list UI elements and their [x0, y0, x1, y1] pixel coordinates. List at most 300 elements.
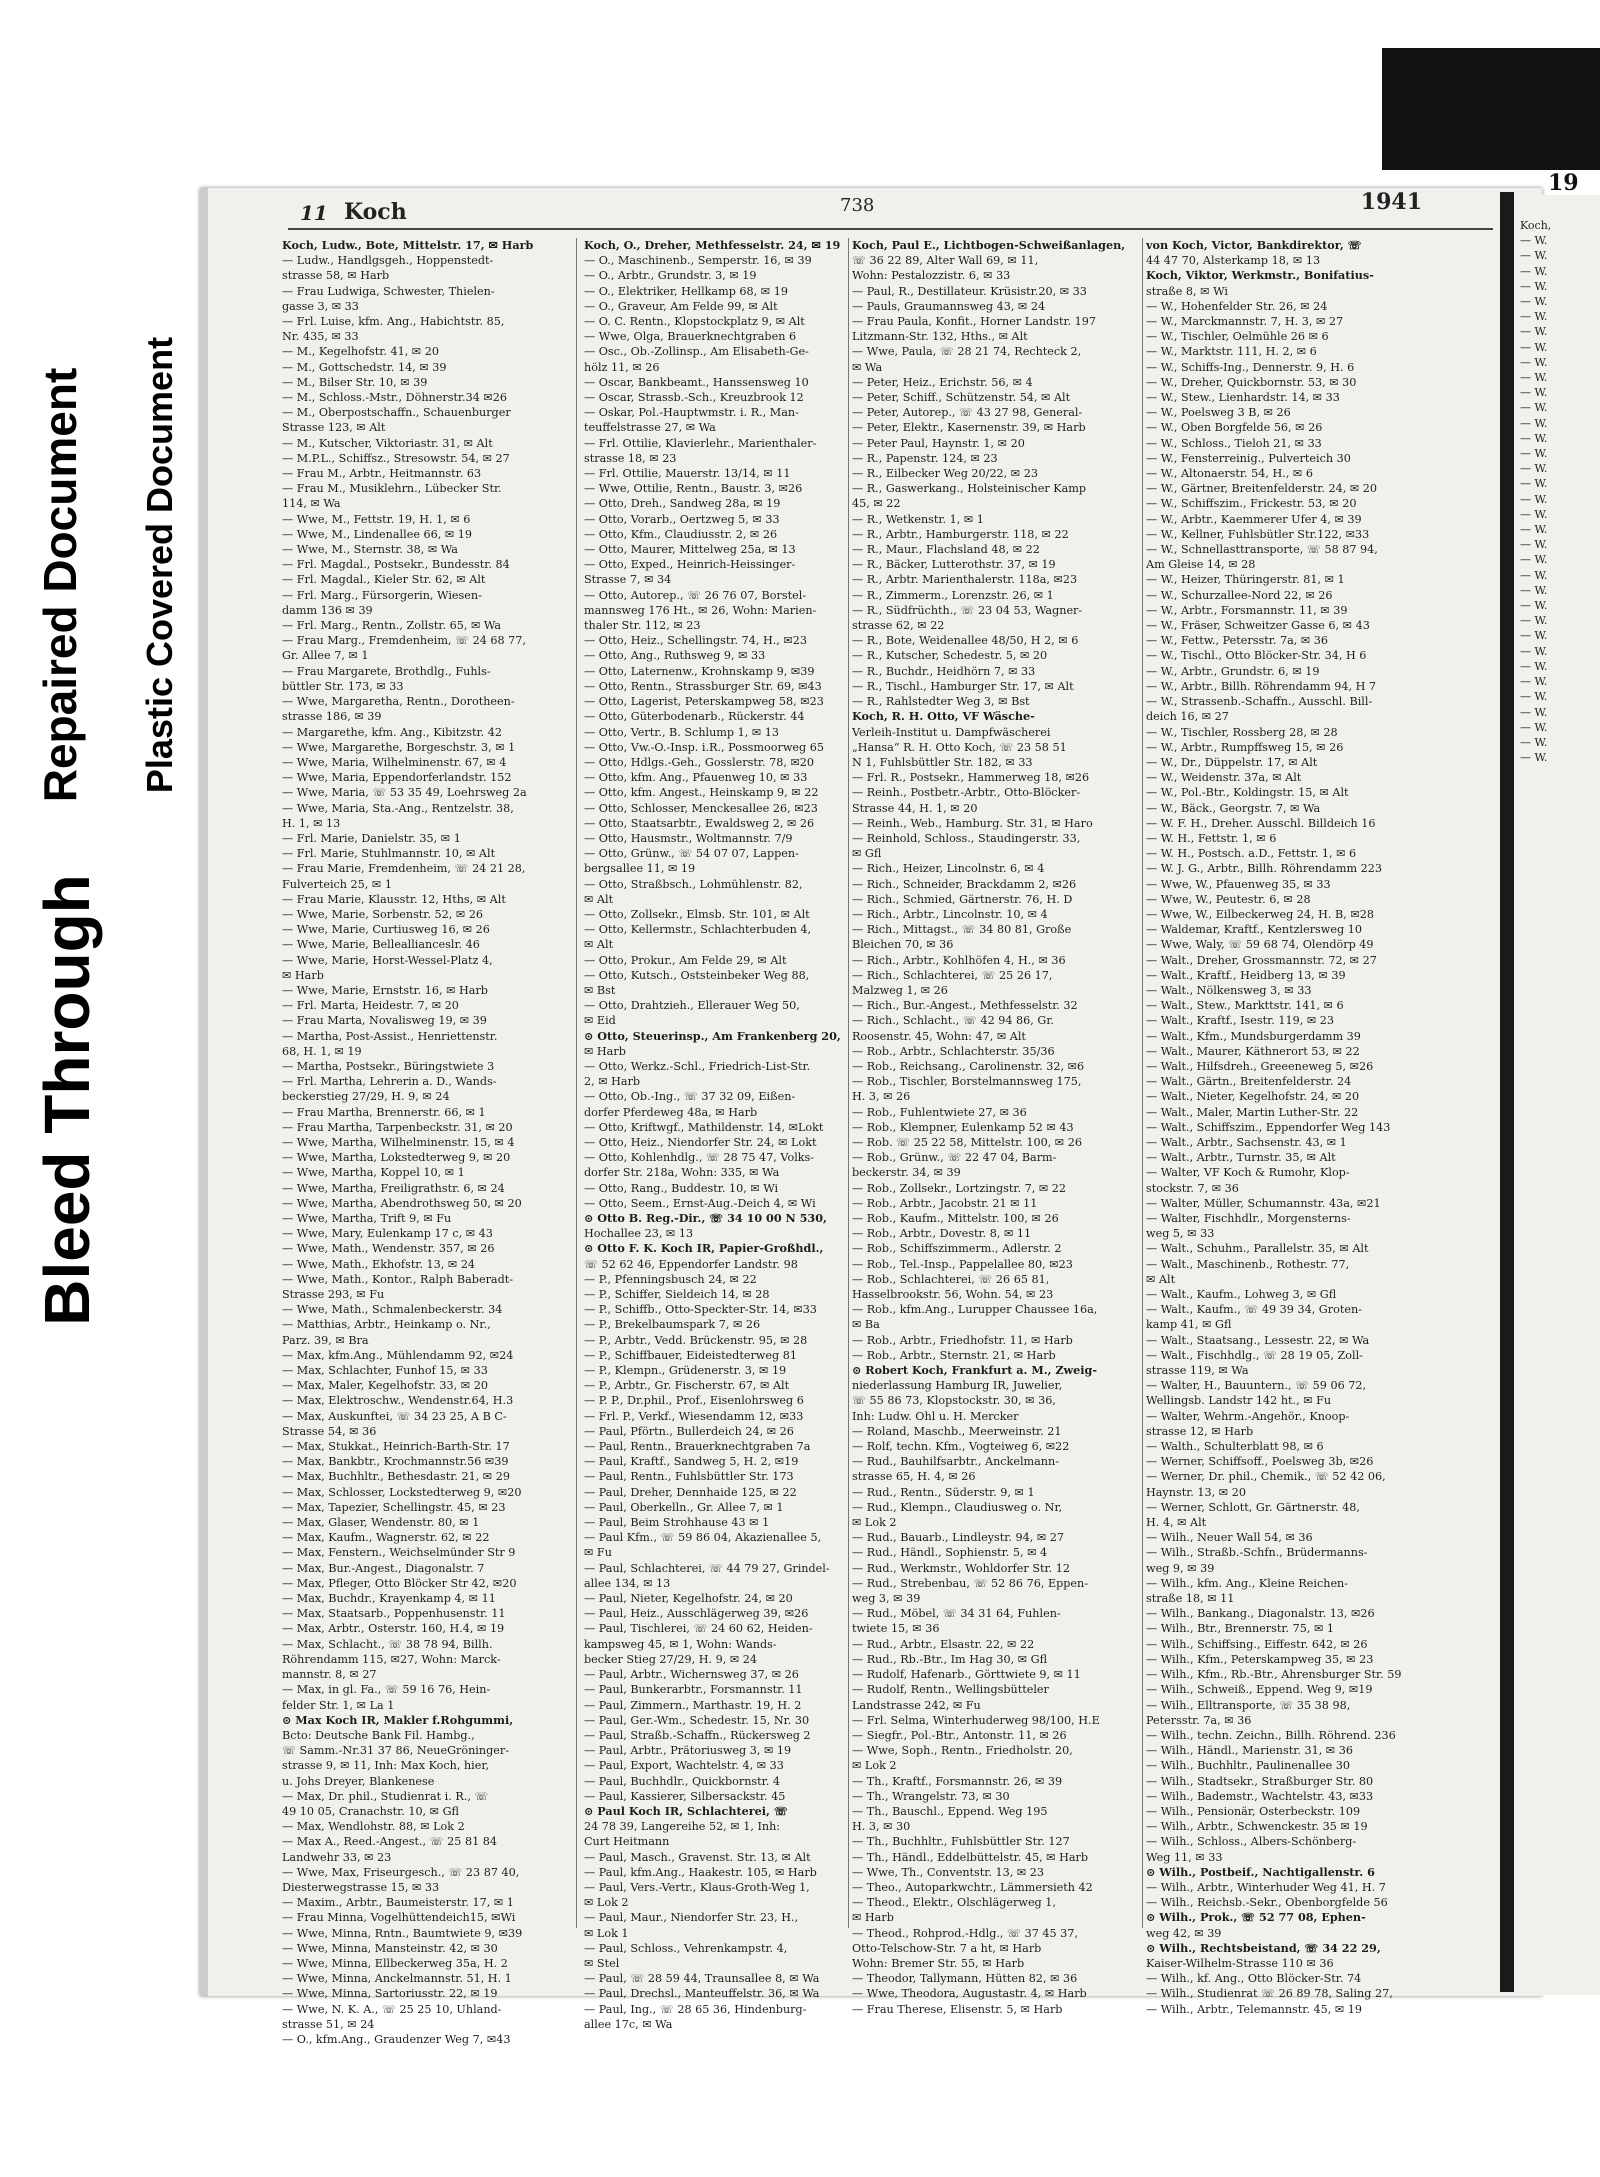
- directory-entry-line: — Paul, Kraftf., Sandweg 5, H. 2, ✉19: [584, 1455, 799, 1469]
- directory-entry-line: — Werner, Schiffsoff., Poelsweg 3b, ✉26: [1146, 1455, 1374, 1469]
- directory-entry-line: — P., Klempn., Grüdenerstr. 3, ✉ 19: [584, 1364, 787, 1378]
- directory-entry-line: kamp 41, ✉ Gfl: [1146, 1318, 1232, 1332]
- directory-entry-line: 68, H. 1, ✉ 19: [282, 1044, 362, 1058]
- directory-entry-line: — Paul, Bunkerarbtr., Forsmannstr. 11: [584, 1683, 803, 1697]
- directory-entry-line: — Max, Staatsarb., Poppenhusenstr. 11: [282, 1607, 506, 1621]
- directory-entry-line: — Rob., Arbtr., Sternstr. 21, ✉ Harb: [852, 1348, 1056, 1362]
- directory-entry-line: — Max, kfm.Ang., Mühlendamm 92, ✉24: [282, 1348, 514, 1362]
- directory-entry-line: — M., Oberpostschaffn., Schauenburger: [282, 406, 511, 420]
- directory-entry-line: Koch, Paul E., Lichtbogen-Schweißanlagen,: [852, 238, 1126, 252]
- directory-entry-line: — Otto, Zollsekr., Elmsb. Str. 101, ✉ Alt: [584, 907, 810, 921]
- directory-entry-line: — Wilh., Pensionär, Osterbeckstr. 109: [1146, 1804, 1361, 1818]
- directory-entry-line: strasse 12, ✉ Harb: [1146, 1424, 1254, 1438]
- directory-entry-line: — Frl. Ottilie, Klavierlehr., Marienthaler-: [584, 436, 817, 450]
- directory-entry-line: — W., Schiffszim., Frickestr. 53, ✉ 20: [1146, 497, 1357, 511]
- directory-entry-line: Litzmann-Str. 132, Hths., ✉ Alt: [852, 330, 1028, 344]
- directory-entry-line: — Osc., Ob.-Zollinsp., Am Elisabeth-Ge-: [584, 345, 809, 359]
- directory-entry-line: kampsweg 45, ✉ 1, Wohn: Wands-: [584, 1637, 777, 1651]
- directory-entry-line: ⊙ Otto F. K. Koch IR, Papier-Großhdl.,: [584, 1241, 824, 1256]
- directory-entry-line: ⊙ Paul Koch IR, Schlachterei, ☏: [584, 1803, 788, 1818]
- directory-entry-line: — Paul, Export, Wachtelstr. 4, ✉ 33: [584, 1759, 784, 1773]
- directory-entry-line: — Frau Ludwiga, Schwester, Thielen-: [282, 284, 495, 298]
- directory-entry-line: — Wwe, Marie, Belleallianceslr. 46: [282, 938, 480, 952]
- directory-entry-line: — Rud., Händl., Sophienstr. 5, ✉ 4: [852, 1546, 1048, 1560]
- next-page-line: — W.: [1520, 447, 1548, 461]
- directory-entry-line: H. 3, ✉ 26: [852, 1090, 911, 1104]
- directory-column-4: [1146, 238, 1451, 2017]
- directory-entry-line: ✉ Alt: [1146, 1272, 1176, 1286]
- directory-entry-line: — Frau Martha, Brennerstr. 66, ✉ 1: [282, 1105, 486, 1119]
- directory-entry-line: — Otto, Lagerist, Peterskampweg 58, ✉23: [584, 695, 824, 709]
- directory-entry-line: — P. P., Dr.phil., Prof., Eisenlohrsweg 6: [584, 1394, 804, 1408]
- directory-entry-line: — Wwe, N. K. A., ☏ 25 25 10, Uhland-: [282, 2002, 502, 2016]
- directory-entry-line: — P., Arbtr., Vedd. Brückenstr. 95, ✉ 28: [584, 1333, 808, 1347]
- directory-entry-line: — Martha, Postsekr., Büringstwiete 3: [282, 1059, 495, 1073]
- directory-entry-line: — W. J. G., Arbtr., Billh. Röhrendamm 223: [1146, 862, 1382, 876]
- directory-entry-line: — Rob., Arbtr., Jacobstr. 21 ✉ 11: [852, 1196, 1038, 1210]
- directory-entry-line: — Max, Maler, Kegelhofstr. 33, ✉ 20: [282, 1379, 488, 1393]
- directory-entry-line: ⊙ Otto B. Reg.-Dir., ☏ 34 10 00 N 530,: [584, 1211, 827, 1225]
- directory-entry-line: — Otto, Grünw., ☏ 54 07 07, Lappen-: [584, 847, 799, 861]
- directory-entry-line: — Rich., Mittagst., ☏ 34 80 81, Große: [852, 923, 1072, 937]
- directory-entry-line: — Rob., Fuhlentwiete 27, ✉ 36: [852, 1105, 1027, 1119]
- directory-entry-line: — Wilh., Kfm., Rb.-Btr., Ahrensburger Str. 59: [1146, 1668, 1402, 1682]
- next-page-line: — W.: [1520, 644, 1548, 658]
- directory-entry-line: — R., Gaswerkang., Holsteinischer Kamp: [852, 482, 1087, 496]
- directory-entry-line: Inh: Ludw. Ohl u. H. Mercker: [852, 1409, 1019, 1423]
- directory-entry-line: — Paul, Heiz., Ausschlägerweg 39, ✉26: [584, 1607, 809, 1621]
- directory-entry-line: — Frau Marie, Fremdenheim, ☏ 24 21 28,: [282, 862, 526, 876]
- next-page-text: [1520, 218, 1600, 765]
- directory-entry-line: — Paul, Zimmern., Marthastr. 19, H. 2: [584, 1698, 802, 1712]
- directory-entry-line: — P., Arbtr., Gr. Fischerstr. 67, ✉ Alt: [584, 1379, 790, 1393]
- next-page-line: — W.: [1520, 583, 1548, 597]
- directory-entry-line: — Wwe, Math., Wendenstr. 357, ✉ 26: [282, 1242, 495, 1256]
- directory-entry-line: — Frl. Ottilie, Mauerstr. 13/14, ✉ 11: [584, 467, 791, 481]
- directory-entry-line: — Wwe, Marie, Curtiusweg 16, ✉ 26: [282, 923, 490, 937]
- next-page-line: — W.: [1520, 279, 1548, 293]
- directory-entry-line: — Walter, Müller, Schumannstr. 43a, ✉21: [1146, 1196, 1381, 1210]
- directory-entry-line: Hochallee 23, ✉ 13: [584, 1227, 694, 1241]
- directory-entry-line: — R., Bote, Weidenallee 48/50, H 2, ✉ 6: [852, 634, 1079, 648]
- directory-entry-line: — Rob., Schlachterei, ☏ 26 65 81,: [852, 1272, 1050, 1286]
- directory-entry-line: — Wwe, Waly, ☏ 59 68 74, Olendörp 49: [1146, 938, 1374, 952]
- directory-entry-line: — Ludw., Handlgsgeh., Hoppenstedt-: [282, 254, 494, 268]
- directory-entry-line: — Rob. ☏ 25 22 58, Mittelstr. 100, ✉ 26: [852, 1135, 1082, 1149]
- directory-entry-line: büttler Str. 173, ✉ 33: [282, 679, 404, 693]
- volume-number: 11: [300, 201, 328, 225]
- directory-column-3: [852, 238, 1144, 2017]
- directory-entry-line: — Frl. P., Verkf., Wiesendamm 12, ✉33: [584, 1409, 804, 1423]
- directory-entry-line: — Otto, Staatsarbtr., Ewaldsweg 2, ✉ 26: [584, 816, 815, 830]
- directory-entry-line: — Otto, Hdlgs.-Geh., Gosslerstr. 78, ✉20: [584, 755, 815, 769]
- directory-entry-line: Fulverteich 25, ✉ 1: [282, 877, 392, 891]
- directory-entry-line: 49 10 05, Cranachstr. 10, ✉ Gfl: [282, 1804, 459, 1818]
- directory-entry-line: — Wwe, Marie, Sorbenstr. 52, ✉ 26: [282, 907, 484, 921]
- directory-entry-line: — W., Schloss., Tieloh 21, ✉ 33: [1146, 436, 1322, 450]
- directory-entry-line: — M.P.L., Schiffsz., Stresowstr. 54, ✉ 27: [282, 451, 510, 465]
- next-page-line: — W.: [1520, 568, 1548, 582]
- repaired-document-label: Repaired Document: [34, 367, 86, 803]
- directory-entry-line: — Frl. Marg., Fürsorgerin, Wiesen-: [282, 588, 482, 602]
- directory-entry-line: — Rich., Schlacht., ☏ 42 94 86, Gr.: [852, 1014, 1054, 1028]
- directory-entry-line: — Walt., Fischhdlg., ☏ 28 19 05, Zoll-: [1146, 1348, 1363, 1362]
- directory-entry-line: teuffelstrasse 27, ✉ Wa: [584, 421, 716, 435]
- directory-entry-line: — Max, Tapezier, Schellingstr. 45, ✉ 23: [282, 1500, 506, 1514]
- directory-entry-line: Petersstr. 7a, ✉ 36: [1146, 1713, 1252, 1727]
- directory-entry-line: — Max, Elektroschw., Wendenstr.64, H.3: [282, 1394, 514, 1408]
- directory-entry-line: — Theod., Rohprod.-Hdlg., ☏ 37 45 37,: [852, 1926, 1078, 1940]
- directory-entry-line: — W., Weidenstr. 37a, ✉ Alt: [1146, 771, 1302, 785]
- directory-entry-line: — Siegfr., Pol.-Btr., Antonstr. 11, ✉ 26: [852, 1728, 1067, 1742]
- directory-entry-line: — Walter, Fischhdlr., Morgensterns-: [1146, 1212, 1351, 1225]
- directory-entry-line: Malzweg 1, ✉ 26: [852, 983, 948, 997]
- directory-entry-line: — Werner, Dr. phil., Chemik., ☏ 52 42 06,: [1146, 1470, 1386, 1484]
- directory-entry-line: — Wilh., Arbtr., Winterhuder Weg 41, H. 7: [1146, 1880, 1386, 1894]
- directory-entry-line: — Walt., Nölkensweg 3, ✉ 33: [1146, 983, 1312, 997]
- directory-entry-line: Curt Heitmann: [584, 1835, 670, 1849]
- directory-entry-line: ✉ Eid: [584, 1014, 616, 1028]
- directory-entry-line: Koch, O., Dreher, Methfesselstr. 24, ✉ 19: [584, 238, 841, 252]
- directory-entry-line: — W., Arbtr., Billh. Röhrendamm 94, H 7: [1146, 679, 1377, 693]
- directory-entry-line: — Theo., Autoparkwchtr., Lämmersieth 42: [852, 1880, 1093, 1894]
- directory-entry-line: ☏ 52 62 46, Eppendorfer Landstr. 98: [584, 1257, 798, 1271]
- next-page-line: — W.: [1520, 462, 1548, 476]
- directory-entry-line: — Frl. Selma, Winterhuderweg 98/100, H.E: [852, 1713, 1100, 1727]
- directory-entry-line: gasse 3, ✉ 33: [282, 299, 359, 313]
- directory-entry-line: — Frl. Magdal., Kieler Str. 62, ✉ Alt: [282, 573, 486, 587]
- next-page-line: — W.: [1520, 249, 1548, 263]
- directory-entry-line: — Paul, Drechsl., Manteuffelstr. 36, ✉ Wa: [584, 1987, 820, 2001]
- directory-entry-line: — Otto, Ang., Ruthsweg 9, ✉ 33: [584, 649, 766, 663]
- directory-entry-line: mannstr. 8, ✉ 27: [282, 1668, 377, 1682]
- directory-entry-line: — Frl. Marie, Danielstr. 35, ✉ 1: [282, 831, 461, 845]
- directory-entry-line: — Th., Kraftf., Forsmannstr. 26, ✉ 39: [852, 1774, 1063, 1788]
- directory-entry-line: straße 18, ✉ 11: [1146, 1592, 1235, 1606]
- directory-entry-line: Nr. 435, ✉ 33: [282, 330, 359, 344]
- directory-entry-line: — W., Arbtr., Grundstr. 6, ✉ 19: [1146, 664, 1320, 678]
- directory-entry-line: — Walt., Schuhm., Parallelstr. 35, ✉ Alt: [1146, 1242, 1369, 1256]
- directory-entry-line: ✉ Harb: [852, 1911, 894, 1925]
- directory-entry-line: Hasselbrookstr. 56, Wohn. 54, ✉ 23: [852, 1288, 1054, 1302]
- directory-entry-line: ⊙ Wilh., Prok., ☏ 52 77 08, Ephen-: [1146, 1910, 1366, 1925]
- directory-entry-line: damm 136 ✉ 39: [282, 603, 373, 617]
- directory-entry-line: strasse 9, ✉ 11, Inh: Max Koch, hier,: [282, 1759, 490, 1773]
- directory-entry-line: — Wwe, Maria, Sta.-Ang., Rentzelstr. 38,: [282, 801, 514, 815]
- directory-entry-line: — Reinhold, Schloss., Staudingerstr. 33,: [852, 831, 1081, 845]
- directory-entry-line: — Wwe, W., Eilbeckerweg 24, H. B, ✉28: [1146, 907, 1374, 921]
- directory-entry-line: — Walt., Maurer, Käthnerort 53, ✉ 22: [1146, 1044, 1360, 1058]
- directory-entry-line: — Wilh., Btr., Brennerstr. 75, ✉ 1: [1146, 1622, 1335, 1636]
- directory-entry-line: deich 16, ✉ 27: [1146, 710, 1229, 724]
- directory-entry-line: — W., Dr., Düppelstr. 17, ✉ Alt: [1146, 755, 1318, 769]
- directory-entry-line: — Wwe, Margarethe, Borgeschstr. 3, ✉ 1: [282, 740, 516, 754]
- directory-entry-line: — Paul, Rentn., Brauerknechtgraben 7a: [584, 1440, 811, 1454]
- directory-entry-line: — Wilh., Schweiß., Eppend. Weg 9, ✉19: [1146, 1683, 1373, 1697]
- next-page-header: 19: [1548, 170, 1579, 196]
- directory-entry-line: — Paul, Ger.-Wm., Schedestr. 15, Nr. 30: [584, 1713, 810, 1727]
- directory-entry-line: — R., Bäcker, Lutterothstr. 37, ✉ 19: [852, 558, 1056, 572]
- directory-entry-line: Diesterwegstrasse 15, ✉ 33: [282, 1880, 440, 1894]
- directory-entry-line: — Wwe, Maria, Eppendorferlandstr. 152: [282, 771, 512, 785]
- directory-entry-line: — Wwe, Martha, Trift 9, ✉ Fu: [282, 1212, 452, 1225]
- directory-entry-line: ☏ 36 22 89, Alter Wall 69, ✉ 11,: [852, 254, 1039, 268]
- directory-entry-line: — Matthias, Arbtr., Heinkamp o. Nr.,: [282, 1318, 491, 1332]
- next-page-line: — W.: [1520, 371, 1548, 385]
- directory-entry-line: — Wwe, Maria, Wilhelminenstr. 67, ✉ 4: [282, 755, 507, 769]
- directory-entry-line: — P., Brekelbaumspark 7, ✉ 26: [584, 1318, 761, 1332]
- directory-entry-line: — Otto, Vw.-O.-Insp. i.R., Possmoorweg 65: [584, 740, 825, 754]
- directory-entry-line: — Paul, R., Destillateur. Krüsistr.20, ✉ 33: [852, 284, 1087, 298]
- directory-entry-line: — Otto, Kriftwgf., Mathildenstr. 14, ✉Lokt: [584, 1120, 824, 1134]
- directory-entry-line: — Wilh., Arbtr., Schwenckestr. 35 ✉ 19: [1146, 1820, 1368, 1834]
- directory-entry-line: — Max, in gl. Fa., ☏ 59 16 76, Hein-: [282, 1683, 491, 1697]
- directory-entry-line: — Wwe, M., Fettstr. 19, H. 1, ✉ 6: [282, 512, 471, 526]
- next-page-line: — W.: [1520, 507, 1548, 521]
- directory-entry-line: — Rich., Schneider, Brackdamm 2, ✉26: [852, 877, 1077, 891]
- directory-entry-line: — Wwe, Minna, Ellbeckerweg 35a, H. 2: [282, 1956, 508, 1970]
- directory-entry-line: ✉ Alt: [584, 892, 614, 906]
- directory-entry-line: ✉ Lok 1: [584, 1926, 629, 1940]
- directory-entry-line: — Otto, Seem., Ernst-Aug.-Deich 4, ✉ Wi: [584, 1196, 816, 1210]
- directory-entry-line: felder Str. 1, ✉ La 1: [282, 1698, 395, 1712]
- directory-entry-line: — Wwe, Math., Schmalenbeckerstr. 34: [282, 1303, 503, 1317]
- directory-entry-line: — O., Maschinenb., Semperstr. 16, ✉ 39: [584, 254, 812, 268]
- directory-entry-line: H. 3, ✉ 30: [852, 1820, 911, 1834]
- directory-entry-line: — Wilh., Straßb.-Schfn., Brüdermanns-: [1146, 1546, 1368, 1560]
- directory-entry-line: — Otto, Vorarb., Oertzweg 5, ✉ 33: [584, 512, 780, 526]
- directory-entry-line: — W., Bäck., Georgstr. 7, ✉ Wa: [1146, 801, 1321, 815]
- directory-entry-line: — Rob., Arbtr., Friedhofstr. 11, ✉ Harb: [852, 1333, 1073, 1347]
- directory-entry-line: — Otto, Kutsch., Oststeinbeker Weg 88,: [584, 968, 810, 982]
- directory-entry-line: Bleichen 70, ✉ 36: [852, 938, 954, 952]
- next-page-line: — W.: [1520, 234, 1548, 248]
- directory-entry-line: — Rob., Tischler, Borstelmannsweg 175,: [852, 1075, 1082, 1089]
- directory-entry-line: Strasse 44, H. 1, ✉ 20: [852, 801, 978, 815]
- directory-entry-line: — Max, Stukkat., Heinrich-Barth-Str. 17: [282, 1440, 510, 1454]
- directory-entry-line: Wellingsb. Landstr 142 ht., ✉ Fu: [1146, 1394, 1332, 1408]
- next-page-line: — W.: [1520, 705, 1548, 719]
- directory-entry-line: — Paul, Oberkelln., Gr. Allee 7, ✉ 1: [584, 1500, 784, 1514]
- directory-entry-line: — W. F. H., Dreher. Ausschl. Billdeich 16: [1146, 816, 1376, 830]
- directory-entry-line: — Otto, Werkz.-Schl., Friedrich-List-Str.: [584, 1059, 811, 1073]
- directory-entry-line: — Wwe, W., Pfauenweg 35, ✉ 33: [1146, 877, 1331, 891]
- directory-entry-line: 114, ✉ Wa: [282, 497, 341, 511]
- directory-entry-line: — Wwe, Ottilie, Rentn., Baustr. 3, ✉26: [584, 482, 803, 496]
- directory-entry-line: — Frau Martha, Tarpenbeckstr. 31, ✉ 20: [282, 1120, 513, 1134]
- directory-entry-line: — Oscar, Bankbeamt., Hanssensweg 10: [584, 375, 809, 389]
- directory-entry-line: — Wwe, Martha, Lokstedterweg 9, ✉ 20: [282, 1151, 511, 1165]
- next-page-line: — W.: [1520, 431, 1548, 445]
- bleed-through-label: Bleed Through: [31, 874, 103, 1326]
- directory-entry-line: — Wilh., Kfm., Peterskampweg 35, ✉ 23: [1146, 1652, 1374, 1666]
- directory-entry-line: — Wilh., Reichsb.-Sekr., Obenborgfelde 56: [1146, 1896, 1388, 1910]
- directory-entry-line: — Wwe, Martha, Koppel 10, ✉ 1: [282, 1166, 465, 1180]
- directory-entry-line: — Pauls, Graumannsweg 43, ✉ 24: [852, 299, 1046, 313]
- directory-entry-line: — W., Hohenfelder Str. 26, ✉ 24: [1146, 299, 1328, 313]
- directory-entry-line: ✉ Alt: [584, 938, 614, 952]
- directory-entry-line: — M., Gottschedstr. 14, ✉ 39: [282, 360, 447, 374]
- directory-entry-line: — Frau Margarete, Brothdlg., Fuhls-: [282, 664, 491, 678]
- directory-entry-line: — Max, Schlachter, Funhof 15, ✉ 33: [282, 1364, 488, 1378]
- directory-entry-line: Wohn: Pestalozzistr. 6, ✉ 33: [852, 269, 1011, 283]
- directory-entry-line: — Walt., Stew., Markttstr. 141, ✉ 6: [1146, 999, 1344, 1013]
- directory-entry-line: 45, ✉ 22: [852, 497, 901, 511]
- directory-entry-line: — Otto, Vertr., B. Schlump 1, ✉ 13: [584, 725, 780, 739]
- directory-entry-line: — Paul, Arbtr., Prätoriusweg 3, ✉ 19: [584, 1744, 792, 1758]
- directory-entry-line: — W., Oben Borgfelde 56, ✉ 26: [1146, 421, 1323, 435]
- directory-entry-line: — M., Kegelhofstr. 41, ✉ 20: [282, 345, 439, 359]
- directory-entry-line: — Paul, Schloss., Vehrenkampstr. 4,: [584, 1941, 788, 1955]
- directory-entry-line: — W., Poelsweg 3 B, ✉ 26: [1146, 406, 1291, 420]
- directory-entry-line: — Otto, Schlosser, Menckesallee 26, ✉23: [584, 801, 818, 815]
- directory-entry-line: ⊙ Wilh., Postbeif., Nachtigallenstr. 6: [1146, 1864, 1375, 1879]
- directory-entry-line: — Frau Minna, Vogelhüttendeich15, ✉Wi: [282, 1911, 516, 1925]
- directory-entry-line: — R., Zimmerm., Lorenzstr. 26, ✉ 1: [852, 588, 1054, 602]
- next-page-line: — W.: [1520, 629, 1548, 643]
- directory-entry-line: u. Johs Dreyer, Blankenese: [282, 1774, 435, 1788]
- directory-entry-line: — W., Tischler, Rossberg 28, ✉ 28: [1146, 725, 1338, 739]
- directory-entry-line: — Otto, Laternenw., Krohnskamp 9, ✉39: [584, 664, 815, 678]
- next-page-line: — W.: [1520, 355, 1548, 369]
- directory-entry-line: — Otto, Kfm., Claudiusstr. 2, ✉ 26: [584, 527, 778, 541]
- directory-entry-line: — Paul, Tischlerei, ☏ 24 60 62, Heiden-: [584, 1622, 813, 1636]
- directory-entry-line: — Max, Dr. phil., Studienrat i. R., ☏: [282, 1789, 489, 1803]
- directory-entry-line: — Max, Buchhltr., Bethesdastr. 21, ✉ 29: [282, 1470, 510, 1484]
- directory-entry-line: — Walt., Kraftf., Isestr. 119, ✉ 23: [1146, 1014, 1334, 1028]
- directory-entry-line: — W. H., Postsch. a.D., Fettstr. 1, ✉ 6: [1146, 847, 1357, 861]
- directory-entry-line: — Max, Bankbtr., Krochmannstr.56 ✉39: [282, 1455, 509, 1469]
- directory-entry-line: — Otto, Kellermstr., Schlachterbuden 4,: [584, 923, 812, 937]
- directory-entry-line: — Wilh., techn. Zeichn., Billh. Röhrend. 236: [1146, 1728, 1396, 1742]
- directory-entry-line: — Otto, Hausmstr., Woltmannstr. 7/9: [584, 831, 793, 845]
- directory-entry-line: — Walter, Wehrm.-Angehör., Knoop-: [1146, 1409, 1350, 1423]
- directory-entry-line: — Rob., Grünw., ☏ 22 47 04, Barm-: [852, 1151, 1057, 1165]
- directory-entry-line: ⊙ Wilh., Rechtsbeistand, ☏ 34 22 29,: [1146, 1940, 1381, 1955]
- directory-entry-line: — Otto, Heiz., Niendorfer Str. 24, ✉ Lokt: [584, 1135, 817, 1149]
- directory-entry-line: strasse 65, H. 4, ✉ 26: [852, 1470, 976, 1484]
- directory-entry-line: — Rich., Arbtr., Kohlhöfen 4, H., ✉ 36: [852, 953, 1066, 967]
- directory-entry-line: — Walt., Kaufm., Lohweg 3, ✉ Gfl: [1146, 1288, 1337, 1302]
- directory-entry-line: ✉ Fu: [584, 1546, 612, 1560]
- directory-entry-line: — Peter, Autorep., ☏ 43 27 98, General-: [852, 406, 1083, 420]
- directory-entry-line: — Th., Händl., Eddelbüttelstr. 45, ✉ Harb: [852, 1850, 1089, 1864]
- directory-entry-line: — Wilh., Bademstr., Wachtelstr. 43, ✉33: [1146, 1789, 1374, 1803]
- directory-entry-line: — W., Pol.-Btr., Koldingstr. 15, ✉ Alt: [1146, 786, 1349, 800]
- directory-entry-line: H. 4, ✉ Alt: [1146, 1516, 1207, 1530]
- directory-entry-line: — Wilh., kfm. Ang., Kleine Reichen-: [1146, 1576, 1349, 1590]
- directory-entry-line: — W., Fräser, Schweitzer Gasse 6, ✉ 43: [1146, 619, 1370, 633]
- directory-entry-line: — Otto, Maurer, Mittelweg 25a, ✉ 13: [584, 543, 796, 557]
- directory-entry-line: — Max, Schlosser, Lockstedterweg 9, ✉20: [282, 1485, 522, 1499]
- directory-entry-line: — Rich., Schmied, Gärtnerstr. 76, H. D: [852, 892, 1073, 906]
- directory-entry-line: — Paul, Beim Strohhause 43 ✉ 1: [584, 1516, 770, 1530]
- directory-entry-line: — Wwe, Martha, Wilhelminenstr. 15, ✉ 4: [282, 1135, 515, 1149]
- directory-entry-line: — Paul, Ing., ☏ 28 65 36, Hindenburg-: [584, 2002, 807, 2016]
- directory-entry-line: — Wilh., kf. Ang., Otto Blöcker-Str. 74: [1146, 1972, 1362, 1986]
- directory-entry-line: — Wwe, W., Peutestr. 6, ✉ 28: [1146, 892, 1311, 906]
- next-page-line: Koch,: [1520, 219, 1552, 232]
- directory-entry-line: — Wwe, Margaretha, Rentn., Dorotheen-: [282, 695, 515, 709]
- directory-entry-line: — W., Altonaerstr. 54, H., ✉ 6: [1146, 467, 1313, 481]
- directory-column-1: [282, 238, 563, 2047]
- directory-entry-line: — Rob., Klempner, Eulenkamp 52 ✉ 43: [852, 1120, 1074, 1134]
- directory-entry-line: — Max, Bur.-Angest., Diagonalstr. 7: [282, 1561, 485, 1575]
- directory-entry-line: — Reinh., Web., Hamburg. Str. 31, ✉ Haro: [852, 816, 1093, 830]
- directory-entry-line: — Oskar, Pol.-Hauptwmstr. i. R., Man-: [584, 406, 799, 420]
- directory-entry-line: — Otto, Heiz., Schellingstr. 74, H., ✉23: [584, 634, 807, 648]
- directory-entry-line: — W., Arbtr., Kaemmerer Ufer 4, ✉ 39: [1146, 512, 1362, 526]
- directory-entry-line: ☏ Samm.-Nr.31 37 86, NeueGröninger-: [282, 1744, 509, 1758]
- directory-entry-line: — Otto, Straßbsch., Lohmühlenstr. 82,: [584, 877, 803, 891]
- directory-entry-line: — R., Tischl., Hamburger Str. 17, ✉ Alt: [852, 679, 1074, 693]
- directory-entry-line: — Rob., Kaufm., Mittelstr. 100, ✉ 26: [852, 1212, 1059, 1225]
- next-page-line: — W.: [1520, 295, 1548, 309]
- directory-entry-line: Landwehr 33, ✉ 23: [282, 1850, 392, 1864]
- directory-entry-line: — Max, Wendlohstr. 88, ✉ Lok 2: [282, 1820, 465, 1834]
- directory-entry-line: — Max, Auskunftei, ☏ 34 23 25, A B C-: [282, 1409, 507, 1423]
- directory-entry-line: — Martha, Post-Assist., Henriettenstr.: [282, 1029, 498, 1043]
- directory-entry-line: — Walth., Schulterblatt 98, ✉ 6: [1146, 1440, 1324, 1454]
- directory-entry-line: — P., Schiffb., Otto-Speckter-Str. 14, ✉33: [584, 1303, 817, 1317]
- directory-entry-line: strasse 18, ✉ 23: [584, 451, 677, 465]
- directory-entry-line: — W., Dreher, Quickbornstr. 53, ✉ 30: [1146, 375, 1357, 389]
- directory-entry-line: — Max, Buchdr., Krayenkamp 4, ✉ 11: [282, 1592, 496, 1606]
- directory-entry-line: — Walt., Nieter, Kegelhofstr. 24, ✉ 20: [1146, 1090, 1360, 1104]
- directory-entry-line: — R., Eilbecker Weg 20/22, ✉ 23: [852, 467, 1038, 481]
- next-page-line: — W.: [1520, 720, 1548, 734]
- directory-entry-line: — W., Fettw., Petersstr. 7a, ✉ 36: [1146, 634, 1329, 648]
- directory-entry-line: Verleih-Institut u. Dampfwäscherei: [852, 725, 1051, 739]
- directory-entry-line: straße 8, ✉ Wi: [1146, 284, 1228, 298]
- directory-entry-line: — Wwe, Minna, Rntn., Baumtwiete 9, ✉39: [282, 1926, 523, 1940]
- directory-entry-line: — Otto, Drahtzieh., Ellerauer Weg 50,: [584, 999, 800, 1013]
- directory-entry-line: — Rob., Arbtr., Dovestr. 8, ✉ 11: [852, 1227, 1032, 1241]
- directory-entry-line: — Walter, H., Bauuntern., ☏ 59 06 72,: [1146, 1379, 1367, 1393]
- directory-entry-line: — Theodor, Tallymann, Hütten 82, ✉ 36: [852, 1972, 1078, 1986]
- directory-entry-line: — Th., Buchhltr., Fuhlsbüttler Str. 127: [852, 1835, 1070, 1849]
- directory-entry-line: — O., kfm.Ang., Graudenzer Weg 7, ✉43: [282, 2032, 511, 2046]
- next-page-line: — W.: [1520, 553, 1548, 567]
- directory-entry-line: — Rudolf, Hafenarb., Görttwiete 9, ✉ 11: [852, 1668, 1081, 1682]
- directory-entry-line: — Otto, kfm. Angest., Heinskamp 9, ✉ 22: [584, 786, 819, 800]
- directory-entry-line: — Wwe, Minna, Mansteinstr. 42, ✉ 30: [282, 1941, 498, 1955]
- directory-entry-line: allee 134, ✉ 13: [584, 1576, 671, 1590]
- directory-entry-line: ✉ Ba: [852, 1318, 880, 1332]
- directory-entry-line: Roosenstr. 45, Wohn: 47, ✉ Alt: [852, 1029, 1026, 1043]
- directory-entry-line: — Walt., Arbtr., Sachsenstr. 43, ✉ 1: [1146, 1135, 1347, 1149]
- directory-entry-line: — Paul, ☏ 28 59 44, Traunsallee 8, ✉ Wa: [584, 1972, 820, 1986]
- directory-entry-line: — Otto, Rang., Buddestr. 10, ✉ Wi: [584, 1181, 779, 1195]
- directory-entry-line: — Frl. Marie, Stuhlmannstr. 10, ✉ Alt: [282, 847, 496, 861]
- directory-entry-line: Strasse 54, ✉ 36: [282, 1424, 377, 1438]
- page-header: [300, 189, 1490, 225]
- directory-entry-line: — R., Rahlstedter Weg 3, ✉ Bst: [852, 695, 1030, 709]
- directory-entry-line: ✉ Bst: [584, 983, 616, 997]
- directory-entry-line: von Koch, Victor, Bankdirektor, ☏: [1146, 238, 1362, 252]
- directory-entry-line: — Otto, Kohlenhdlg., ☏ 28 75 47, Volks-: [584, 1151, 815, 1165]
- directory-entry-line: — Paul, Schlachterei, ☏ 44 79 27, Grindel-: [584, 1561, 830, 1575]
- directory-entry-line: — Wwe, Max, Friseurgesch., ☏ 23 87 40,: [282, 1865, 520, 1879]
- directory-entry-line: — P., Schiffbauer, Eideistedterweg 81: [584, 1348, 797, 1362]
- directory-entry-line: — Peter Paul, Haynstr. 1, ✉ 20: [852, 436, 1025, 450]
- directory-entry-line: becker Stieg 27/29, H. 9, ✉ 24: [584, 1652, 758, 1666]
- directory-entry-line: — Rudolf, Rentn., Wellingsbütteler: [852, 1683, 1049, 1697]
- directory-entry-line: ✉ Lok 2: [584, 1896, 629, 1910]
- directory-entry-line: — Frl. Martha, Lehrerin a. D., Wands-: [282, 1075, 497, 1089]
- next-page-line: — W.: [1520, 477, 1548, 491]
- directory-entry-line: ☏ 55 86 73, Klopstockstr. 30, ✉ 36,: [852, 1394, 1056, 1408]
